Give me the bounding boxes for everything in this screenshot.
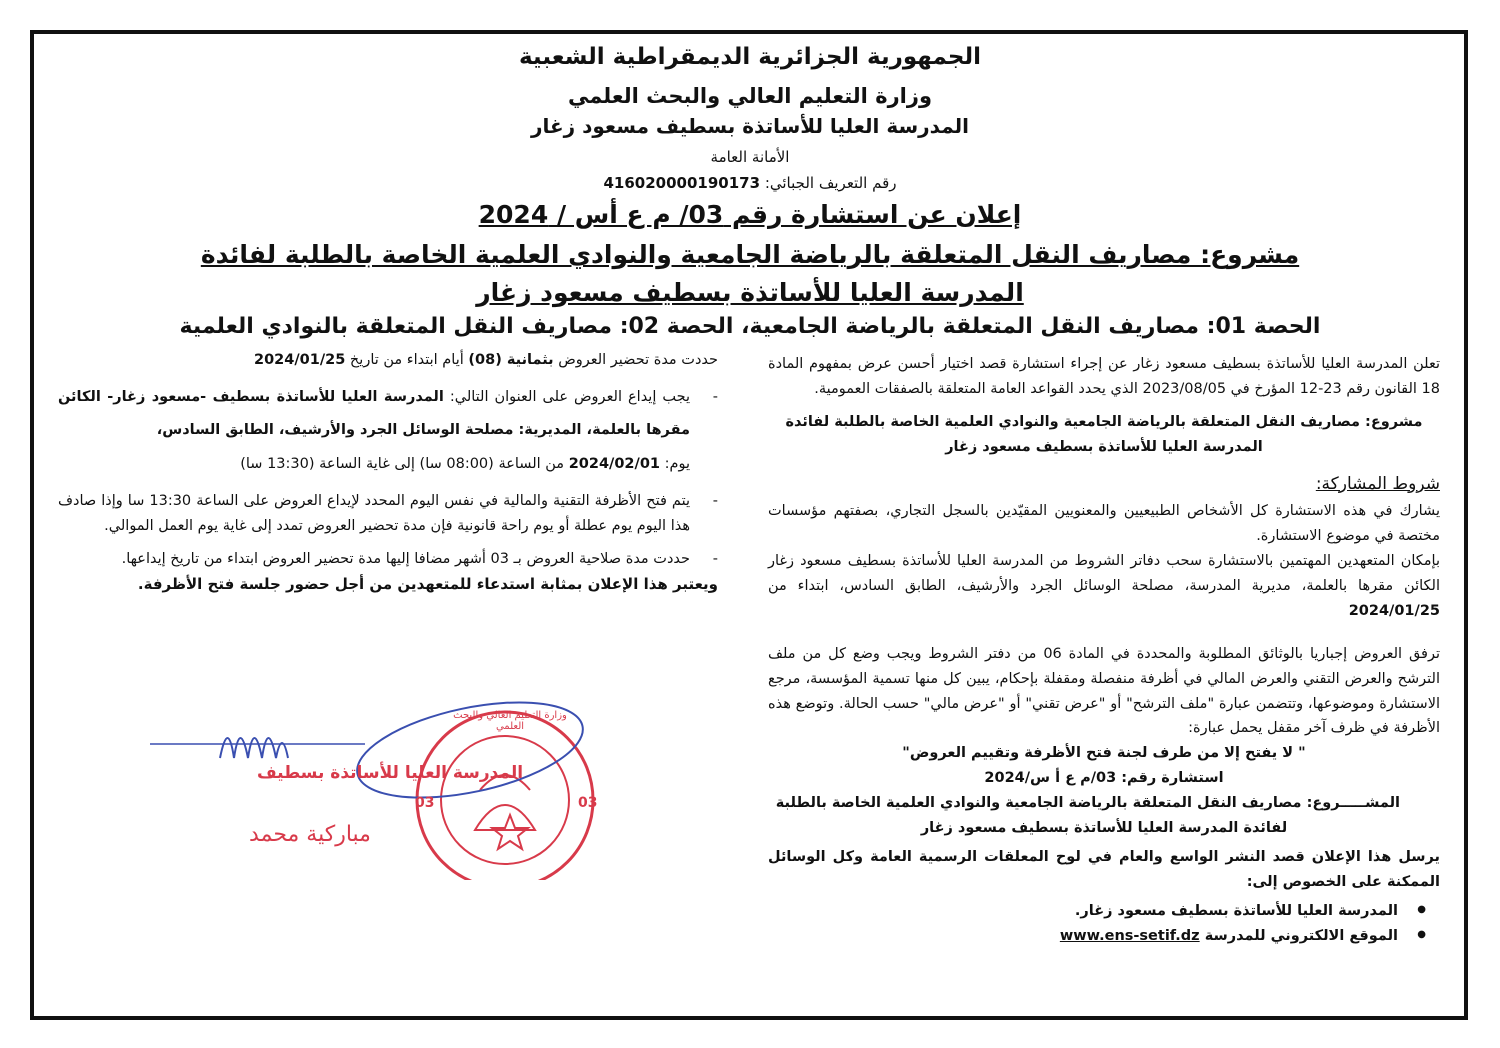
validity-text: حددت مدة صلاحية العروض بـ 03 أشهر مضافا إليها مدة تحضير العروض ابتداء من تاريخ إيداعها. — [121, 550, 690, 567]
list-item — [768, 924, 1440, 949]
publish-paragraph: يرسل هذا الإعلان قصد النشر الواسع والعام في لوح المعلقات الرسمية العامة وكل الوسائل الممكنة على الخصوص إلى: — [768, 849, 1440, 891]
day-date: 2024/02/01 — [568, 455, 660, 472]
school-heading: المدرسة العليا للأساتذة بسطيف مسعود زغار — [530, 114, 970, 138]
deadline-date: 2024/01/25 — [254, 352, 346, 368]
announcement-title: إعلان عن استشارة رقم 03/ م ع أس / 2024 — [478, 200, 1022, 229]
tax-id-label: رقم التعريف الجبائي: — [764, 174, 897, 192]
stamp-number-left: 03 — [415, 795, 435, 811]
dash-marker: - — [712, 388, 718, 405]
offers-paragraph: ترفق العروض إجباريا بالوثائق المطلوبة والمحددة في المادة 06 من دفتر الشروط ويجب وضع كل من ملف الترشح والعرض التقني والعرض المالي في أظرفة منفصلة ومقفلة بإحكام، يبين كل منها تسمية المؤسسة، مرجع الاستشارة وموضوعها، وتتضمن عبارة "ملف الترشح" أو "عرض تقني" أو "عرض مالي" حسب الحالة. وتوضع هذه الأظرفة في ظرف آخر مقفل يحمل عبارة: — [768, 645, 1440, 737]
stamp-signature-area — [150, 680, 630, 880]
dash-marker: - — [712, 550, 718, 567]
list-item — [58, 547, 718, 572]
project-line-b: المدرسة العليا للأساتذة بسطيف مسعود زغار — [945, 438, 1263, 455]
envelope-project-2: لفائدة المدرسة العليا للأساتذة بسطيف مسعود زغار — [920, 820, 1288, 837]
stamp-text: المدرسة العليا للأساتذة بسطيف — [256, 763, 524, 783]
seal-text: وزارة التعليم العالي والبحث العلمي — [453, 710, 567, 732]
intro-paragraph: تعلن المدرسة العليا للأساتذة بسطيف مسعود زغار عن إجراء استشارة قصد اختيار أحسن عرض بمفهوم المادة 18 القانون رقم 23-12 المؤرخ في 2023/08/05 الذي يحدد القواعد العامة المتعلقة بالصفقات العمومية. — [768, 356, 1440, 397]
conditions-list — [58, 381, 718, 572]
stamp-number-right: 03 — [578, 795, 598, 811]
project-block — [768, 410, 1440, 460]
website-link[interactable]: www.ens-setif.dz — [1059, 927, 1200, 944]
project-line-a: مشروع: مصاريف النقل المتعلقة بالرياضة الجامعية والنوادي العلمية الخاصة بالطلبة لفائدة — [785, 413, 1423, 430]
envelope-line-1: " لا يفتح إلا من طرف لجنة فتح الأظرفة وتقييم العروض" — [902, 745, 1306, 762]
right-column — [768, 352, 1440, 949]
conditions-paragraph-2-text: بإمكان المتعهدين المهتمين بالاستشارة سحب دفاتر الشروط من المدرسة العليا للأساتذة بسطيف مسعود زغار الكائن مقرها بالعلمة، مديرية المدرسة، مصلحة الوسائل الجرد والأرشيف، الطابق السادس، ابتداء من — [768, 552, 1440, 594]
lots-heading: الحصة 01: مصاريف النقل المتعلقة بالرياضة الجامعية، الحصة 02: مصاريف النقل المتعلقة بالنوادي العلمية — [179, 314, 1321, 339]
opening-text: يتم فتح الأظرفة التقنية والمالية في نفس اليوم المحدد لإيداع العروض على الساعة 13:30 سا وإذا صادف هذا اليوم يوم عطلة أو يوم راحة قانونية فإن مدة تحضير العروض تمدد إلى غاية يوم العمل الموالي. — [58, 492, 690, 534]
tax-id-line — [0, 174, 1500, 192]
deposit-address: المدرسة العليا للأساتذة بسطيف -مسعود زغار- الكائن مقرها بالعلمة، المديرية: مصلحة الوسائل الجرد والأرشيف، الطابق السادس، — [58, 388, 690, 439]
deadline-days: بثمانية (08) — [468, 352, 554, 368]
closing-text: ويعتبر هذا الإعلان بمثابة استدعاء للمتعهدين من أجل حضور جلسة فتح الأظرفة. — [137, 574, 718, 593]
list-item: ● المدرسة العليا للأساتذة بسطيف مسعود زغار. — [768, 899, 1440, 924]
envelope-line-2: استشارة رقم: 03/م ع أ س/2024 — [984, 770, 1224, 787]
envelope-project-1: المشـــــروع: مصاريف النقل المتعلقة بالرياضة الجامعية والنوادي العلمية الخاصة بالطلبة — [775, 795, 1400, 812]
deadline-pre: حددت مدة تحضير العروض — [558, 352, 718, 368]
website-label: الموقع الالكتروني للمدرسة — [1204, 927, 1398, 944]
deposit-pre: يجب إيداع العروض على العنوان التالي: — [449, 388, 691, 405]
list-item — [58, 381, 718, 481]
secretariat-heading: الأمانة العامة — [710, 148, 790, 166]
deadline-paragraph — [58, 348, 718, 373]
publish-list — [768, 899, 1440, 949]
day-label: يوم: — [664, 455, 690, 472]
tax-id-value: 416020000190173 — [603, 174, 761, 192]
conditions-title: شروط المشاركة: — [1315, 473, 1440, 494]
deadline-mid: أيام ابتداء من تاريخ — [349, 352, 464, 368]
dash-marker: - — [712, 492, 718, 509]
republic-heading: الجمهورية الجزائرية الديمقراطية الشعبية — [518, 44, 982, 70]
left-column — [58, 348, 718, 598]
day-time: من الساعة (08:00 سا) إلى غاية الساعة (13:30 سا) — [240, 455, 565, 472]
conditions-date: 2024/01/25 — [1348, 602, 1440, 619]
list-item — [58, 489, 718, 539]
conditions-paragraph-2 — [768, 549, 1440, 624]
project-title-line1: مشروع: مصاريف النقل المتعلقة بالرياضة الجامعية والنوادي العلمية الخاصة بالطلبة لفائدة — [200, 240, 1300, 269]
conditions-paragraph-1: يشارك في هذه الاستشارة كل الأشخاص الطبيعيين والمعنويين المقيّدين بالسجل التجاري، بصفتهم مؤسسات مختصة في موضوع الاستشارة. — [768, 502, 1440, 544]
project-title-line2: المدرسة العليا للأساتذة بسطيف مسعود زغار — [476, 278, 1024, 307]
ministry-heading: وزارة التعليم العالي والبحث العلمي — [567, 84, 933, 108]
signature-name: مباركية محمد — [249, 822, 371, 847]
